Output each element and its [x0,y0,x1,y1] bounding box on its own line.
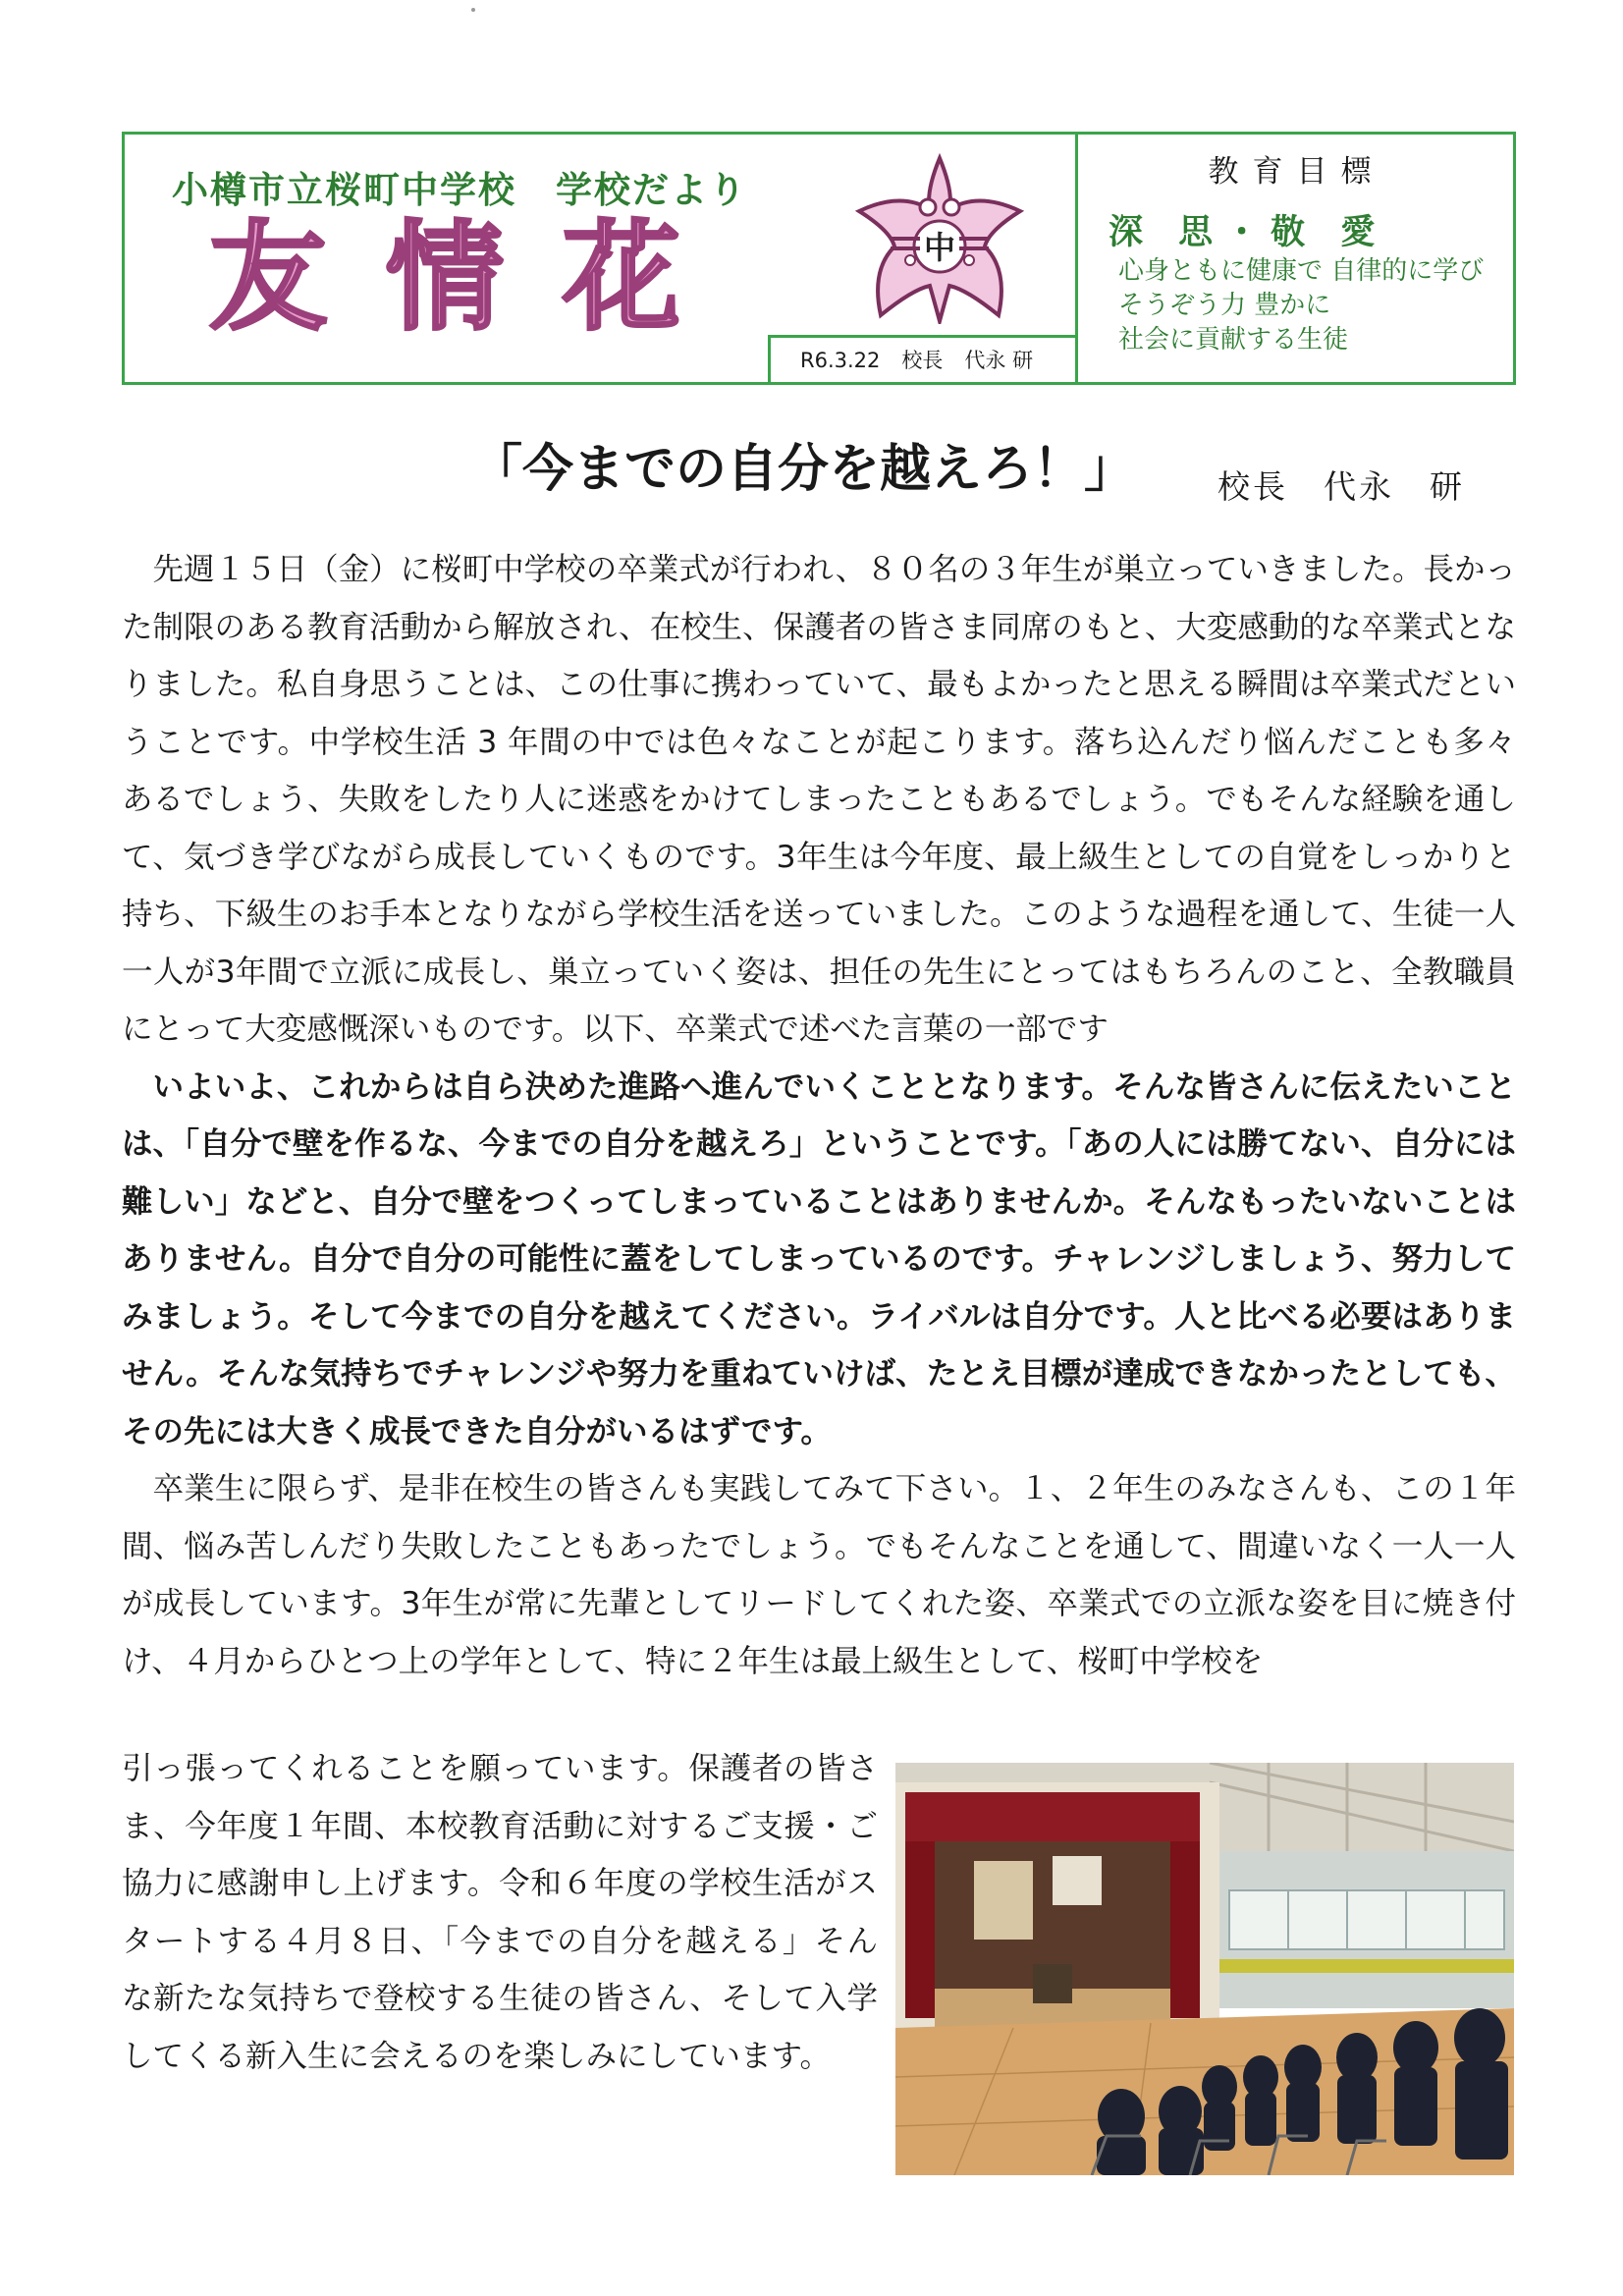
ceremony-photo [895,1763,1514,2175]
goals-line: 心身ともに健康で 自律的に学び [1118,256,1485,286]
school-emblem-icon [851,152,1028,324]
goals-line: そうぞう力 豊かに [1118,291,1331,320]
principal-role: 校長 [901,349,944,372]
issue-info [768,335,1075,385]
article-author: 校長 代永 研 [1217,467,1465,506]
goals-heading: 教育目標 [1208,154,1385,190]
masthead [122,132,1516,385]
emblem-text: 中 [923,229,956,266]
scan-dot [471,8,475,12]
issue-date: R6.3.22 [800,349,881,372]
article-closing: 引っ張ってくれることを願っています。保護者の皆さま、今年度１年間、本校教育活動に対するご支援・ご協力に感謝申し上げます。令和６年度の学校生活がスタートする４月８日、「今までの自分を越える」そんな新たな気持ちで登校する生徒の皆さん、そして入学してくる新入生に会えるのを楽しみにしています。 [122,1751,878,2074]
paragraph-quote: いよいよ、これからは自ら決めた進路へ進んでいくこととなります。そんな皆さんに伝えたいことは、「自分で壁を作るな、今までの自分を越えろ」ということです。「あの人には勝てない、自分には難しい」などと、自分で壁をつくってしまっていることはありませんか。そんなもったいないことはありません。自分で自分の可能性に蓋をしてしまっているのです。チャレンジしましょう、努力してみましょう。そして今までの自分を越えてください。ライバルは自分です。人と比べる必要はありません。そんな気持ちでチャレンジや努力を重ねていけば、たとえ目標が達成できなかったとしても、その先には大きく成長できた自分がいるはずです。 [122,1068,1516,1449]
paragraph: 先週１５日（金）に桜町中学校の卒業式が行われ、８０名の３年生が巣立っていきました。長かった制限のある教育活動から解放され、在校生、保護者の皆さま同席のもと、大変感動的な卒業式となりました。私自身思うことは、この仕事に携わっていて、最もよかったと思える瞬間は卒業式だということです。中学校生活 3 年間の中では色々なことが起こります。落ち込んだり悩んだことも多々あるでしょう、失敗をしたり人に迷惑をかけてしまったこともあるでしょう。でもそんな経験を通して、気づき学びながら成長していくものです。3年生は今年度、最上級生としての自覚をしっかりと持ち、下級生のお手本となりながら学校生活を送っていました。このような過程を通して、生徒一人一人が3年間で立派に成長し、巣立っていく姿は、担任の先生にとってはもちろんのこと、全教職員にとって大変感慨深いものです。以下、卒業式で述べた言葉の一部です [122,552,1516,1047]
education-goals [1077,135,1516,382]
goals-line: 社会に貢献する生徒 [1118,325,1349,355]
school-name: 小樽市立桜町中学校 [172,168,516,211]
article-title: 「今までの自分を越えろ！」 [471,440,1136,499]
newsletter-title: 友情花 [209,208,739,347]
paragraph: 卒業生に限らず、是非在校生の皆さんも実践してみて下さい。１、２年生のみなさんも、この１年間、悩み苦しんだり失敗したこともあったでしょう。でもそんなことを通して、間違いなく一人一人が成長しています。3年生が常に先輩としてリードしてくれた姿、卒業式での立派な姿を目に焼き付け、４月からひとつ上の学年として、特に２年生は最上級生として、桜町中学校を [122,1471,1516,1679]
principal-name: 代永 研 [964,349,1034,372]
goals-motto: 深 思・敬 愛 [1109,213,1387,252]
article-body [122,541,1516,1690]
newsletter-label: 学校だより [556,168,747,211]
school-name-line [172,160,747,213]
